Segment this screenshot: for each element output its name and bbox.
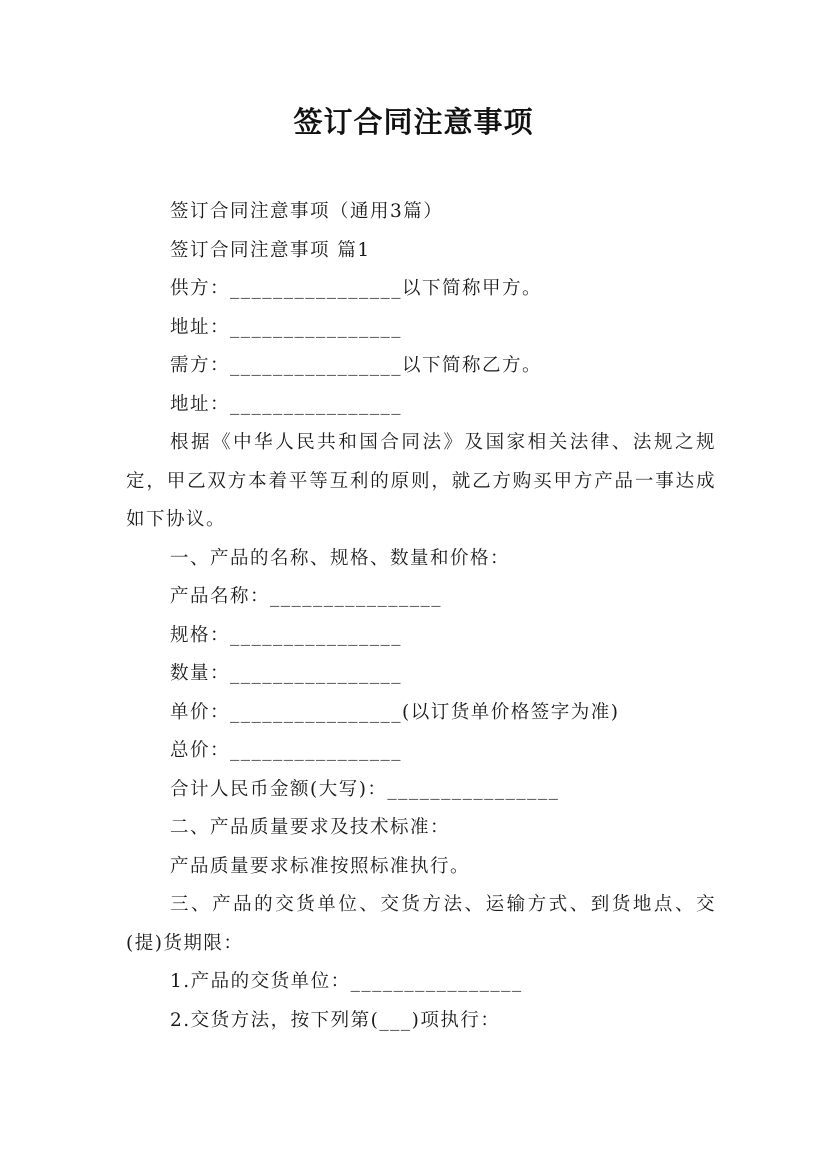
- paragraph-buyer: 需方：________________以下简称乙方。: [170, 355, 543, 376]
- paragraph-product-name: 产品名称：________________: [170, 586, 443, 607]
- paragraph-section-heading: 签订合同注意事项 篇1: [170, 239, 371, 261]
- paragraph-total-rmb: 合计人民币金额(大写)：________________: [170, 778, 560, 800]
- paragraph-preamble: 根据《中华人民共和国合同法》及国家相关法律、法规之规定，甲乙双方本着平等互利的原则，就乙方购买甲方产品一事达成如下协议。: [126, 432, 716, 530]
- paragraph-clause-1: 一、产品的名称、规格、数量和价格：: [170, 547, 511, 569]
- document-title: 签订合同注意事项: [293, 105, 534, 139]
- paragraph-delivery-method: 2.交货方法，按下列第(___)项执行：: [170, 1009, 501, 1031]
- paragraph-buyer-address: 地址：________________: [170, 393, 403, 415]
- paragraph-supplier-address: 地址：________________: [170, 316, 403, 338]
- paragraph-total-price: 总价：________________: [170, 740, 403, 761]
- paragraph-supplier: 供方：________________以下简称甲方。: [170, 278, 543, 299]
- paragraph-quality-standard: 产品质量要求标准按照标准执行。: [170, 855, 471, 877]
- paragraph-delivery-unit: 1.产品的交货单位：________________: [170, 971, 523, 992]
- paragraph-subtitle: 签订合同注意事项（通用3篇）: [170, 201, 444, 222]
- paragraph-quantity: 数量：________________: [170, 663, 403, 684]
- paragraph-clause-3: 三、产品的交货单位、交货方法、运输方式、到货地点、交(提)货期限：: [126, 894, 716, 954]
- document-body: [126, 193, 716, 1040]
- paragraph-unit-price: 单价：________________(以订货单价格签字为准): [170, 701, 620, 723]
- paragraph-spec: 规格：________________: [170, 624, 403, 646]
- paragraph-clause-2: 二、产品质量要求及技术标准：: [170, 817, 451, 838]
